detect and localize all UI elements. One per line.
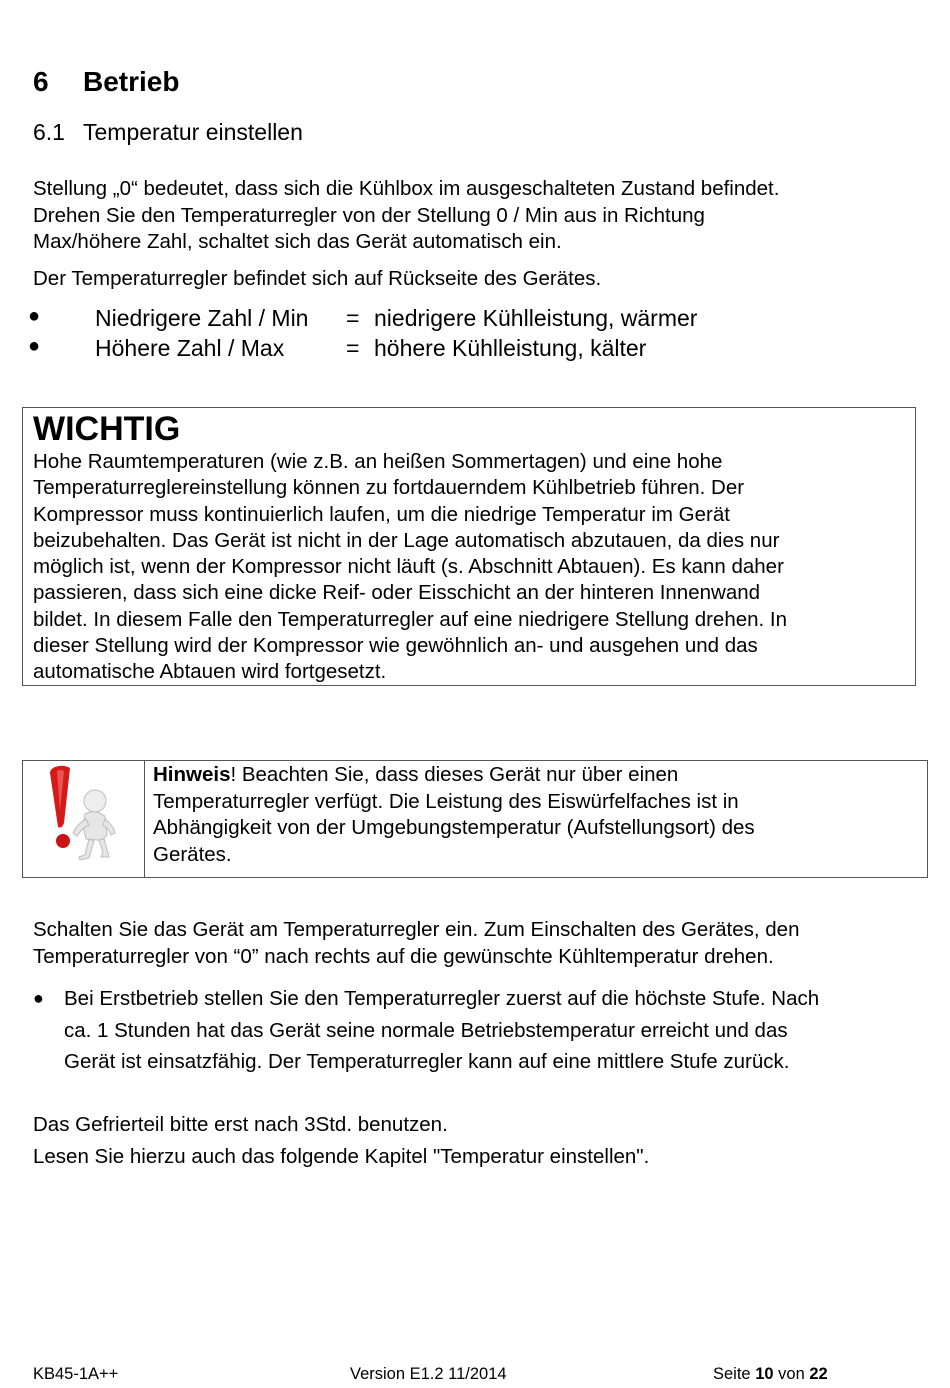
important-line: Hohe Raumtemperaturen (wie z.B. an heißen Sommertagen) und eine hohe (33, 450, 723, 473)
switch-on-line: Schalten Sie das Gerät am Temperaturregler ein. Zum Einschalten des Gerätes, den (33, 918, 800, 941)
setting-row-min (28, 305, 928, 335)
section-number: 6.1 (33, 119, 65, 145)
intro-paragraph (33, 176, 913, 256)
setting-row-max (28, 335, 928, 365)
freezer-line: Das Gefrierteil bitte erst nach 3Std. benutzen. (33, 1113, 448, 1136)
intro-line: Stellung „0“ bedeutet, dass sich die Kühlbox im ausgeschalteten Zustand befindet. (33, 177, 780, 200)
footer-version: Version E1.2 11/2014 (350, 1365, 507, 1383)
setting-right: niedrigere Kühlleistung, wärmer (374, 305, 698, 331)
intro-location: Der Temperaturregler befindet sich auf Rückseite des Gerätes. (33, 267, 602, 290)
important-line: dieser Stellung wird der Kompressor wie gewöhnlich an- und ausgehen und das (33, 634, 758, 658)
note-line: ! Beachten Sie, dass dieses Gerät nur über einen (230, 763, 679, 786)
bullet-icon: ● (28, 305, 41, 327)
important-line: möglich ist, wenn der Kompressor nicht läuft (s. Abschnitt Abtauen). Es kann daher (33, 555, 784, 579)
setting-eq: = (346, 335, 360, 361)
footer-page (713, 1365, 828, 1384)
note-text (153, 762, 913, 868)
footer-model: KB45-1A++ (33, 1365, 119, 1383)
warning-figure-icon (23, 761, 144, 877)
important-box (22, 407, 916, 686)
bullet-icon: ● (33, 988, 44, 1008)
important-line: Kompressor muss kontinuierlich laufen, um die niedrige Temperatur im Gerät (33, 502, 730, 526)
important-line: passieren, dass sich eine dicke Reif- oder Eisschicht an der hinteren Innenwand (33, 581, 761, 605)
footer-page-total: 22 (809, 1365, 828, 1383)
important-line: beizubehalten. Das Gerät ist nicht in der Lage automatisch abzutauen, da dies nur (33, 528, 780, 552)
footer-page-number: 10 (755, 1365, 774, 1383)
first-use-line: Bei Erstbetrieb stellen Sie den Temperaturregler zuerst auf die höchste Stufe. Nach (64, 987, 820, 1010)
first-use-line: ca. 1 Stunden hat das Gerät seine normale Betriebstemperatur erreicht und das (64, 1018, 788, 1042)
important-line: bildet. In diesem Falle den Temperaturregler auf eine niedrigere Stellung drehen. In (33, 607, 788, 631)
footer-page-mid: von (778, 1365, 805, 1383)
bullet-icon: ● (28, 335, 41, 357)
setting-left: Höhere Zahl / Max (95, 335, 285, 361)
note-line: Abhängigkeit von der Umgebungstemperatur (Aufstellungsort) des (153, 816, 755, 839)
important-title: WICHTIG (33, 410, 181, 448)
setting-left: Niedrigere Zahl / Min (95, 305, 309, 331)
intro-line: Drehen Sie den Temperaturregler von der Stellung 0 / Min aus in Richtung (33, 203, 705, 227)
important-line: Temperaturreglereinstellung können zu fortdauerndem Kühlbetrieb führen. Der (33, 476, 745, 500)
note-line: Temperaturregler verfügt. Die Leistung des Eiswürfelfaches ist in (153, 789, 739, 813)
chapter-number: 6 (33, 66, 49, 97)
freezer-paragraph (33, 1109, 913, 1172)
chapter-heading (33, 66, 179, 98)
chapter-title: Betrieb (83, 66, 180, 97)
footer-page-prefix: Seite (713, 1365, 751, 1383)
first-use-text (64, 983, 924, 1078)
switch-on-line: Temperaturregler von “0” nach rechts auf die gewünschte Kühltemperatur drehen. (33, 944, 774, 968)
note-box (22, 760, 928, 878)
note-line: Gerätes. (153, 842, 232, 866)
intro-line: Max/höhere Zahl, schaltet sich das Gerät automatisch ein. (33, 230, 562, 253)
freezer-line: Lesen Sie hierzu auch das folgende Kapitel "Temperatur einstellen". (33, 1144, 650, 1168)
switch-on-paragraph (33, 917, 913, 970)
important-body (33, 449, 903, 686)
important-line: automatische Abtauen wird fortgesetzt. (33, 660, 387, 684)
section-heading (33, 119, 303, 146)
section-title: Temperatur einstellen (83, 119, 303, 145)
note-label: Hinweis (153, 763, 231, 786)
first-use-line: Gerät ist einsatzfähig. Der Temperaturregler kann auf eine mittlere Stufe zurück. (64, 1050, 790, 1073)
setting-eq: = (346, 305, 360, 331)
setting-right: höhere Kühlleistung, kälter (374, 335, 647, 361)
note-icon-cell (23, 761, 145, 877)
